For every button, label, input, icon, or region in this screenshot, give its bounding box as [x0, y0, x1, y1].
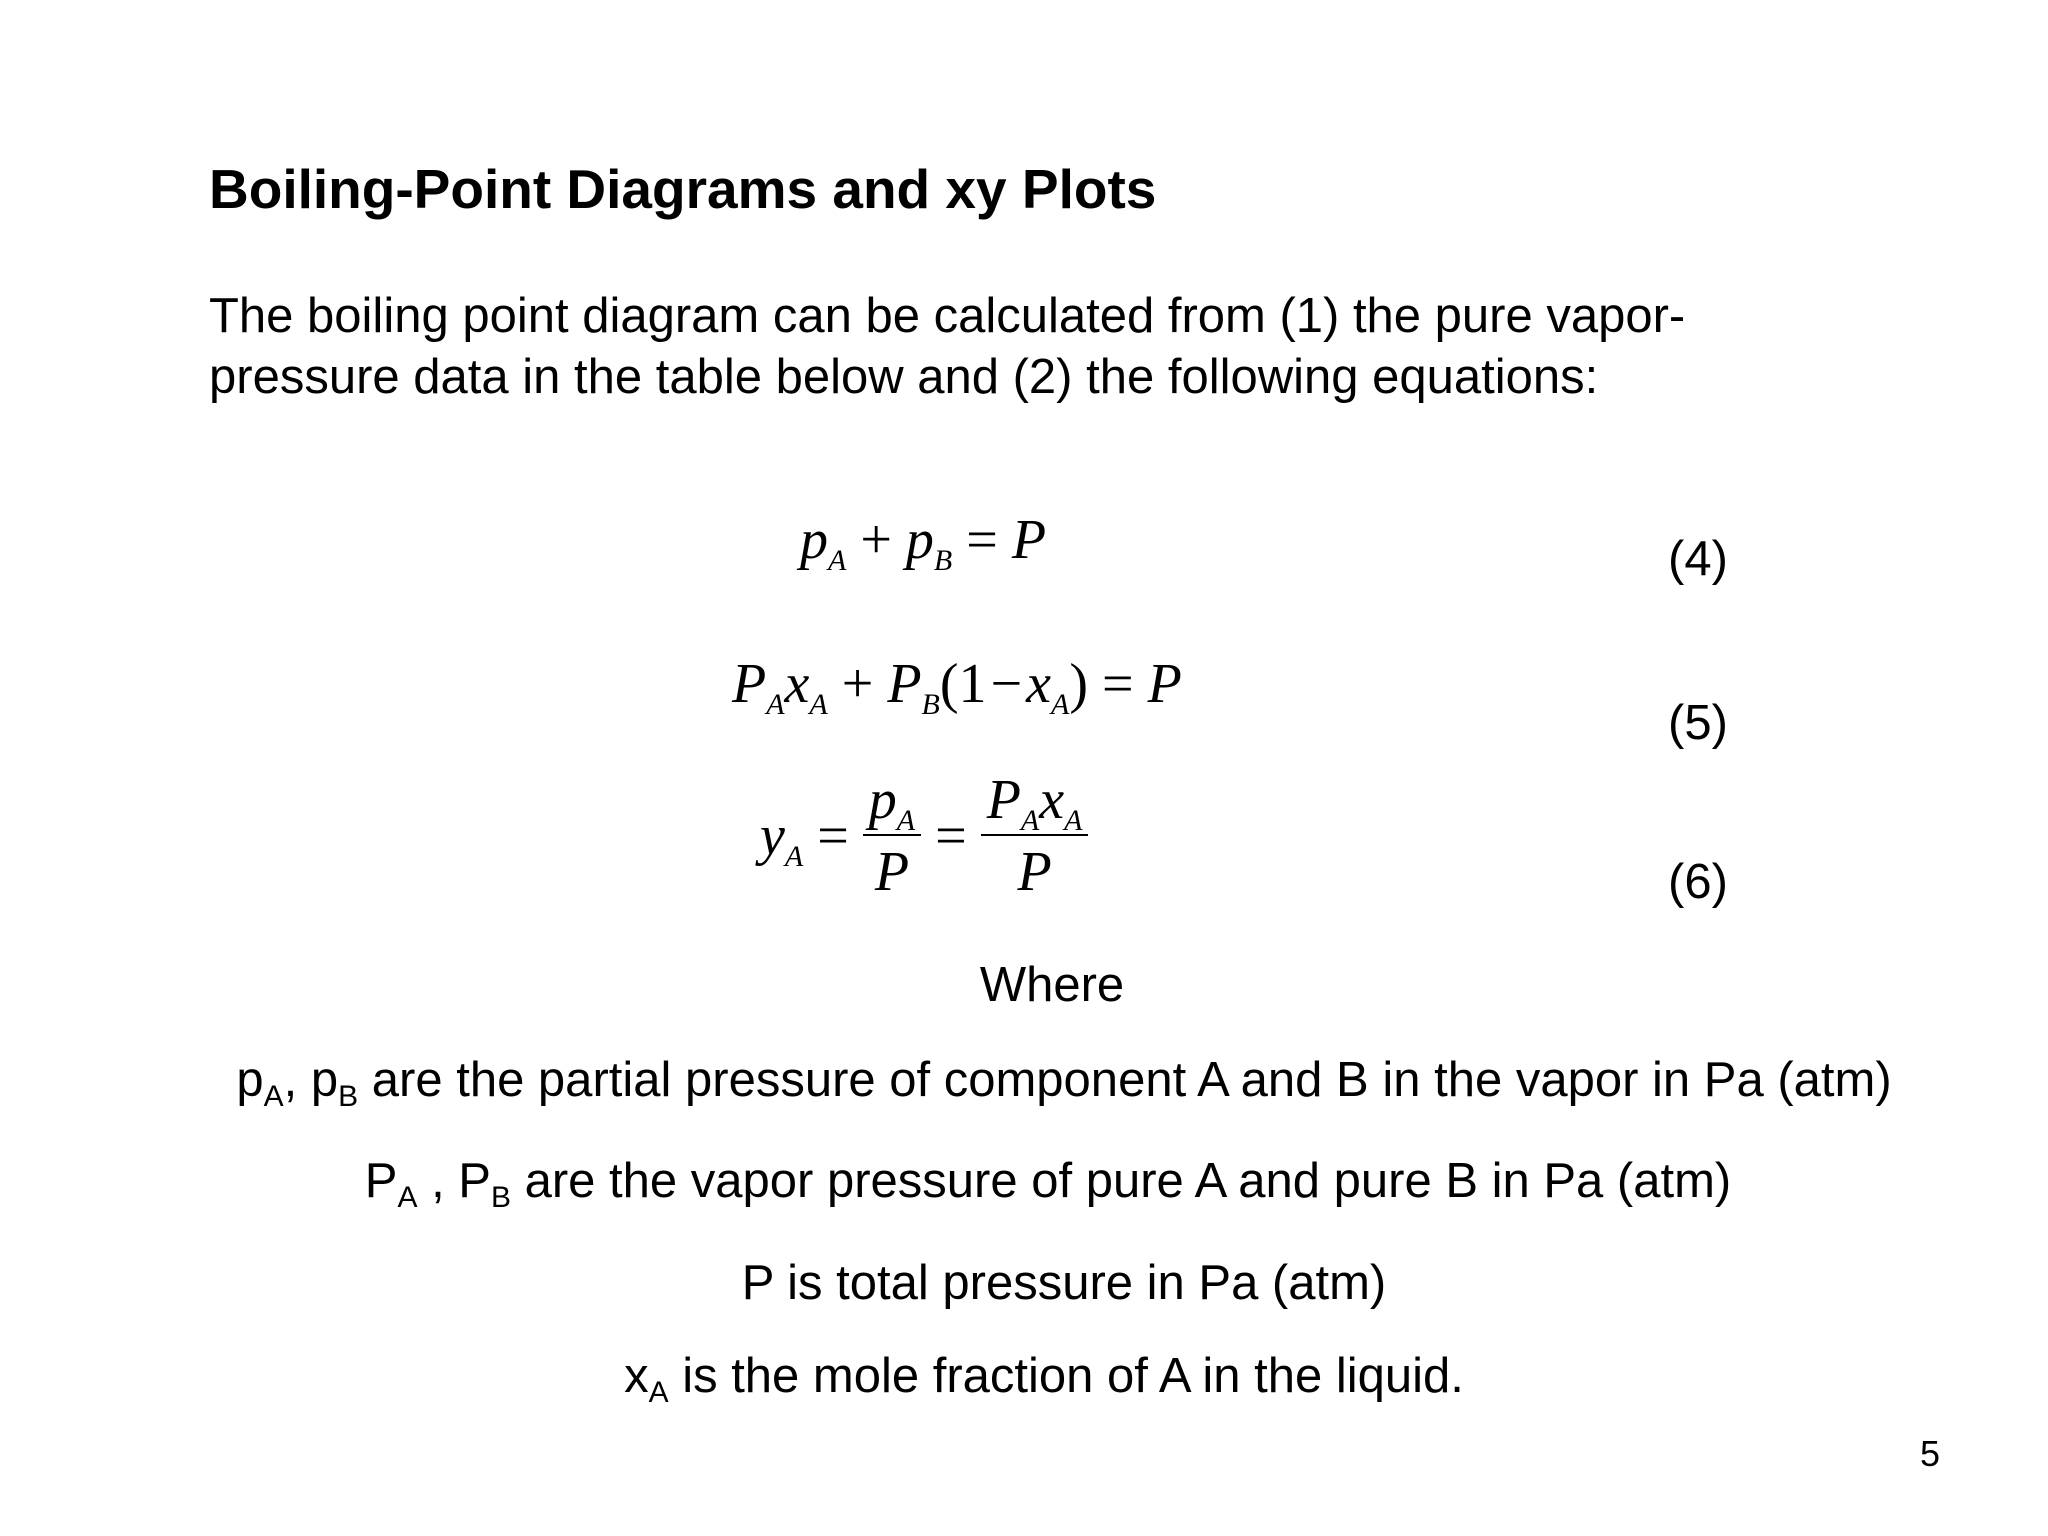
intro-line-1: The boiling point diagram can be calculated from (1) the pure vapor-	[209, 289, 1686, 343]
intro-paragraph	[209, 286, 1829, 408]
definition-vapor-pressure: $P_A$ , $P_B$ are the vapor pressure of pure A and pure B in Pa (atm)	[364, 1154, 1732, 1214]
where-label: Where	[979, 958, 1125, 1012]
equation-5: $P_Ax_A + P_B(1-x_A) = P$	[732, 653, 1182, 721]
equation-4: $p_A + p_B = P$	[800, 509, 1047, 577]
equation-4-number: (4)	[1668, 532, 1728, 586]
page-number: 5	[1920, 1433, 1941, 1474]
slide-title: Boiling-Point Diagrams and xy Plots	[209, 158, 1157, 220]
equation-6-number: (6)	[1668, 855, 1728, 909]
fraction-1: $\frac{p_A}{P}$	[863, 772, 921, 900]
definition-mole-fraction: $x_A$ is the mole fraction of A in the liquid.	[624, 1349, 1464, 1409]
definition-partial-pressure: $p_A$, $p_B$ are the partial pressure of component A and B in the vapor in Pa (atm)	[236, 1053, 1892, 1113]
equation-5-number: (5)	[1668, 696, 1728, 750]
intro-line-2: pressure data in the table below and (2) the following equations:	[209, 350, 1599, 404]
fraction-2: $\frac{P_Ax_A}{P}$	[981, 772, 1089, 900]
equation-6: $y_A$ = $\frac{p_A}{P}$ = $\frac{P_Ax_A}{P}$	[760, 772, 1088, 900]
definition-total-pressure: P is total pressure in Pa (atm)	[741, 1256, 1387, 1310]
